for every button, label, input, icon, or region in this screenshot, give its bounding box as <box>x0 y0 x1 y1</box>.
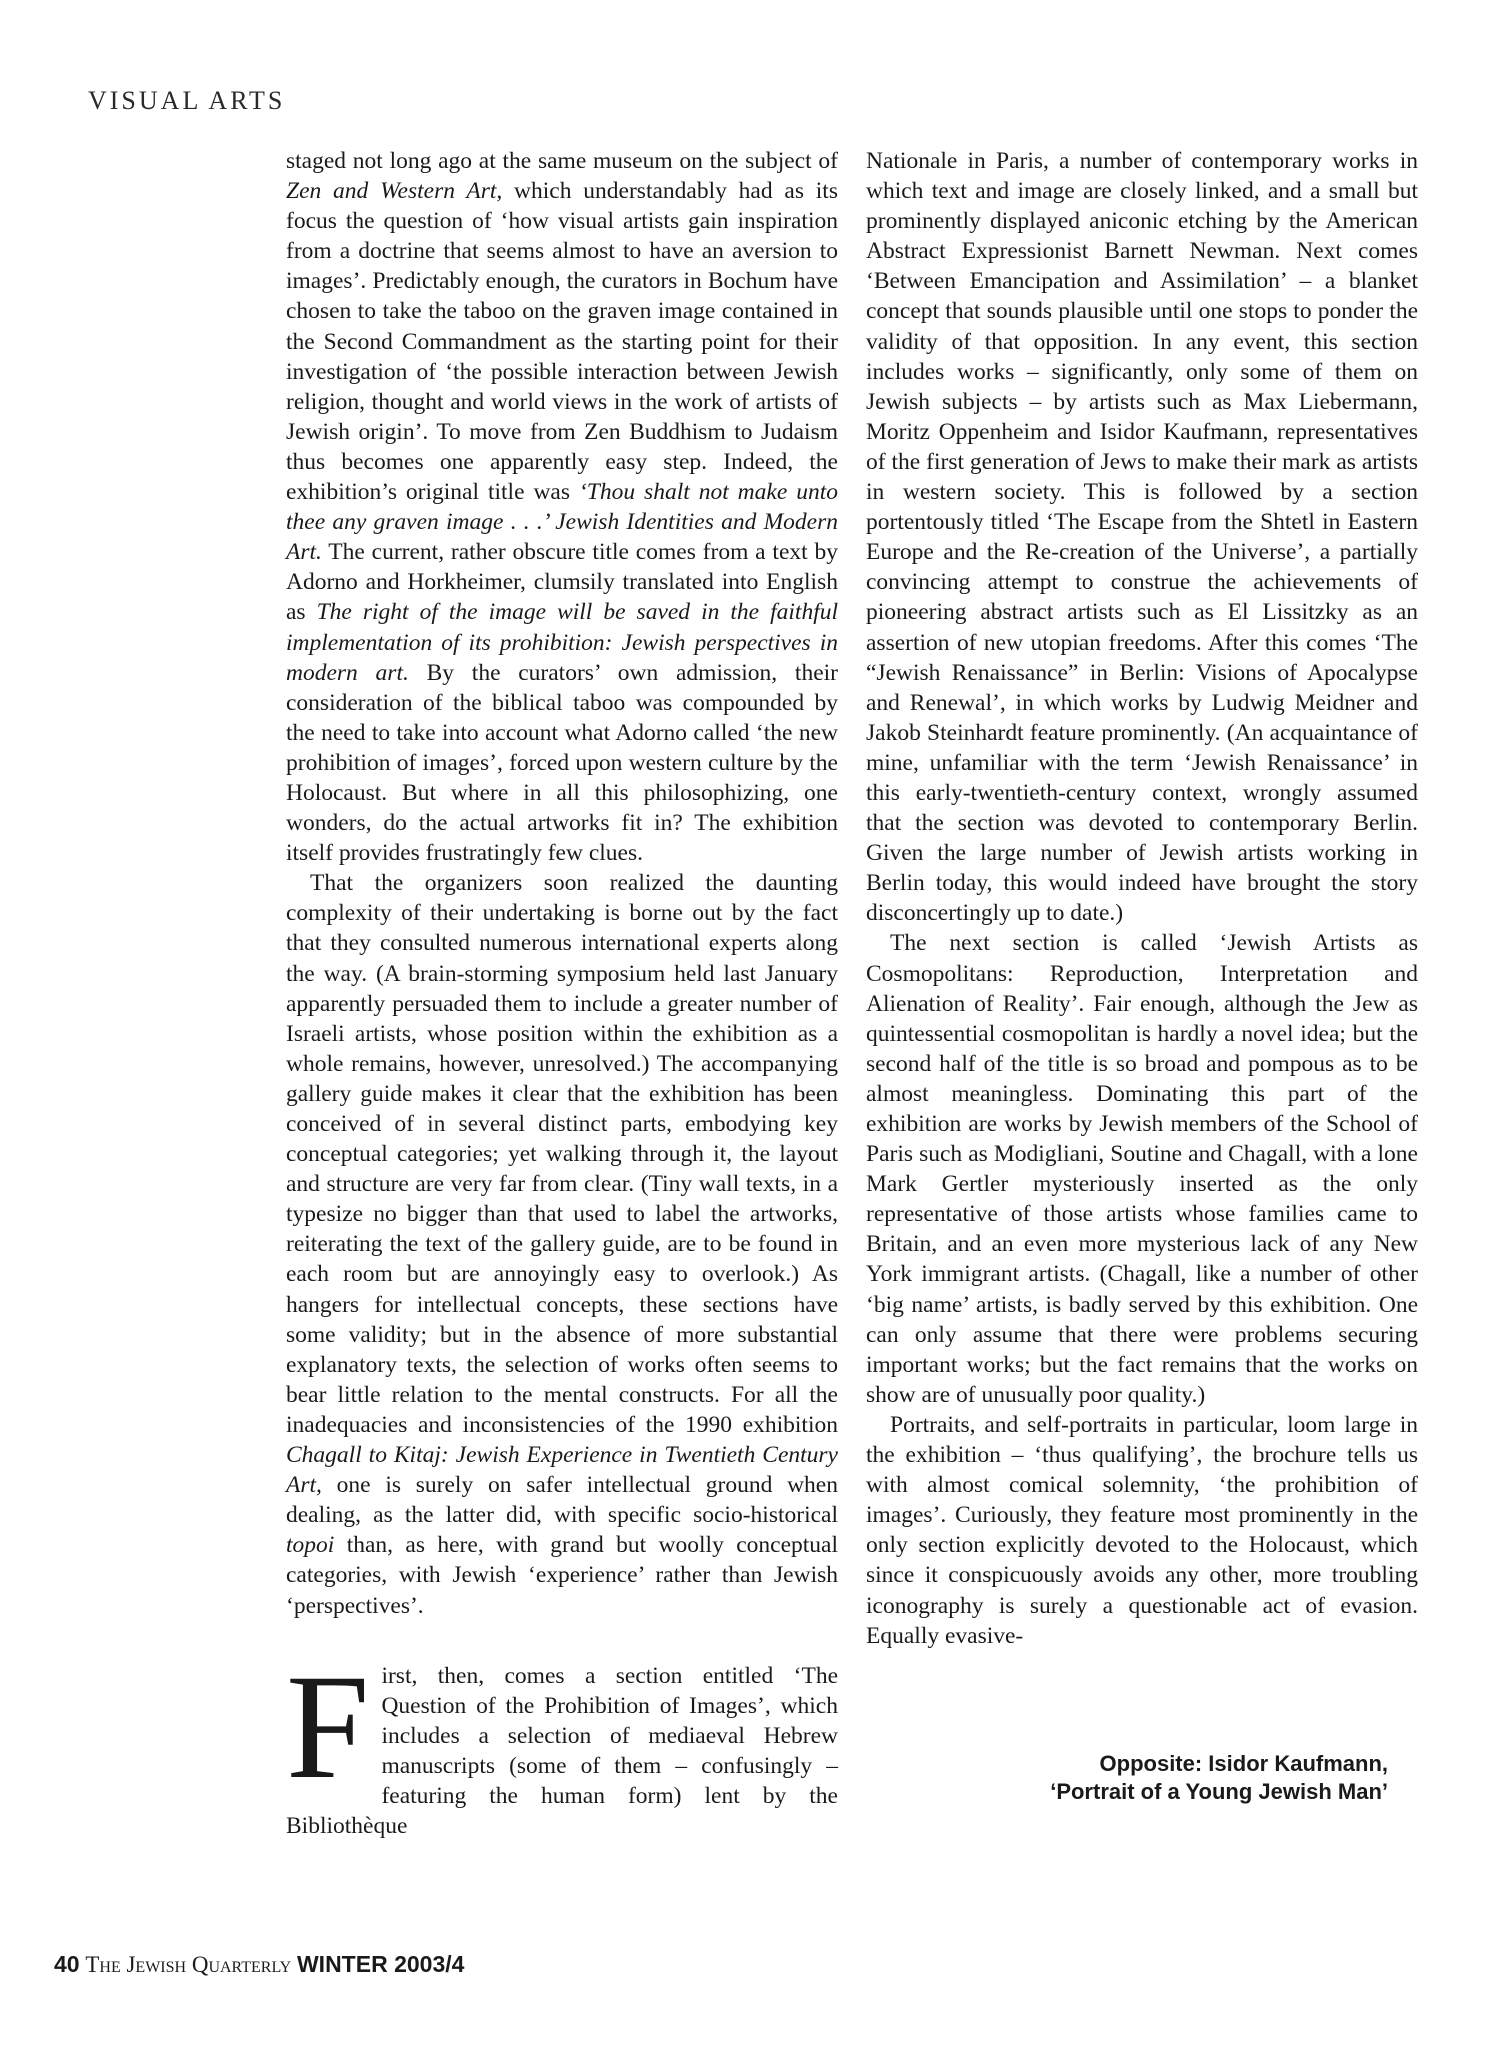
journal-title: The Jewish Quarterly <box>85 1952 292 1977</box>
page-footer <box>54 1951 464 1978</box>
right-paragraph-2: The next section is called ‘Jewish Artists as Cosmopolitans: Reproduction, Interpretation and Alienation of Reality’. Fair enough, although the Jew as quintessential cosmopolitan is hardly a novel idea; but the second half of the title is so broad and pompous as to be almost meaningless. Dominating this part of the exhibition are works by Jewish members of the School of Paris such as Modigliani, Soutine and Chagall, with a lone Mark Gertler mysteriously inserted as the only representative of those artists whose families came to Britain, and an even more mysterious lack of any New York immigrant artists. (Chagall, like a number of other ‘big name’ artists, is badly served by this exhibition. One can only assume that there were problems securing important works; but the fact remains that the works on show are of unusually poor quality.) <box>866 930 1418 1408</box>
left-paragraph-2: That the organizers soon realized the daunting complexity of their undertaking is borne out by the fact that they consulted numerous international experts along the way. (A brain-storming symposium held last January apparently persuaded them to include a greater number of Israeli artists, whose position within the exhibition as a whole remains, however, unresolved.) The accompanying gallery guide makes it clear that the exhibition has been conceived of in several distinct parts, embodying key conceptual categories; yet walking through it, the layout and structure are very far from clear. (Tiny wall texts, in a typesize no bigger than that used to label the artworks, reiterating the text of the gallery guide, are to be found in each room but are annoyingly easy to overlook.) As hangers for intellectual concepts, these sections have some validity; but in the absence of more substantial explanatory texts, the selection of works often seems to bear little relation to the mental constructs. For all the inadequacies and inconsistencies of the 1990 exhibition Chagall to Kitaj: Jewish Experience in Twentieth Century Art, one is surely on safer intellectual ground when dealing, as the latter did, with specific socio-historical topoi than, as here, with grand but woolly conceptual categories, with Jewish ‘experience’ rather than Jewish ‘perspectives’. <box>286 870 838 1619</box>
right-paragraph-3: Portraits, and self-portraits in particular, loom large in the exhibition – ‘thus qualifying’, the brochure tells us with almost comical solemnity, ‘the prohibition of images’. Curiously, they feature most prominently in the only section explicitly devoted to the Holocaust, which since it conspicuously avoids any other, more troubling iconography is surely a questionable act of evasion. Equally evasive- <box>866 1411 1418 1649</box>
section-header: VISUAL ARTS <box>88 86 286 115</box>
caption-line-2: ‘Portrait of a Young Jewish Man’ <box>1050 1779 1388 1804</box>
page-number: 40 <box>54 1951 80 1977</box>
dropcap-letter: F <box>286 1643 370 1810</box>
left-column <box>286 146 838 1841</box>
left-paragraph-1: staged not long ago at the same museum on the subject of Zen and Western Art, which understandably had as its focus the question of ‘how visual artists gain inspiration from a doctrine that seems almost to have an aversion to images’. Predictably enough, the curators in Bochum have chosen to take the taboo on the graven image contained in the Second Commandment as the starting point for their investigation of ‘the possible interaction between Jewish religion, thought and world views in the work of artists of Jewish origin’. To move from Zen Buddhism to Judaism thus becomes one apparently easy step. Indeed, the exhibition’s original title was ‘Thou shalt not make unto thee any graven image . . .’ Jewish Identities and Modern Art. The current, rather obscure title comes from a text by Adorno and Horkheimer, clumsily translated into English as The right of the image will be saved in the faithful implementation of its prohibition: Jewish perspectives in modern art. By the curators’ own admission, their consideration of the biblical taboo was compounded by the need to take into account what Adorno called ‘the new prohibition of images’, forced upon western culture by the Holocaust. But where in all this philosophizing, one wonders, do the actual artworks fit in? The exhibition itself provides frustratingly few clues. <box>286 148 838 867</box>
dropcap-paragraph <box>286 1643 838 1842</box>
dropcap-paragraph-text: irst, then, comes a section entitled ‘The Question of the Prohibition of Images’, which includes a selection of mediaeval Hebrew manuscripts (some of them – confusingly – featuring the human form) lent by the Bibliothèque <box>286 1662 838 1840</box>
image-caption <box>968 1750 1388 1806</box>
right-paragraph-1: Nationale in Paris, a number of contemporary works in which text and image are closely linked, and a small but prominently displayed aniconic etching by the American Abstract Expressionist Barnett Newman. Next comes ‘Between Emancipation and Assimilation’ – a blanket concept that sounds plausible until one stops to ponder the validity of that opposition. In any event, this section includes works – significantly, only some of them on Jewish subjects – by artists such as Max Liebermann, Moritz Oppenheim and Isidor Kaufmann, representatives of the first generation of Jews to make their mark as artists in western society. This is followed by a section portentously titled ‘The Escape from the Shtetl in Eastern Europe and the Re-creation of the Universe’, a partially convincing attempt to construe the achievements of pioneering abstract artists such as El Lissitzky as an assertion of new utopian freedoms. After this comes ‘The “Jewish Renaissance” in Berlin: Visions of Apocalypse and Renewal’, in which works by Ludwig Meidner and Jakob Steinhardt feature prominently. (An acquaintance of mine, unfamiliar with the term ‘Jewish Renaissance’ in this early-twentieth-century context, wrongly assumed that the section was devoted to contemporary Berlin. Given the large number of Jewish artists working in Berlin today, this would indeed have brought the story disconcertingly up to date.) <box>866 148 1418 927</box>
issue-label: WINTER 2003/4 <box>296 1951 465 1977</box>
right-column <box>866 146 1418 1651</box>
caption-line-1: Opposite: Isidor Kaufmann, <box>1099 1751 1388 1776</box>
